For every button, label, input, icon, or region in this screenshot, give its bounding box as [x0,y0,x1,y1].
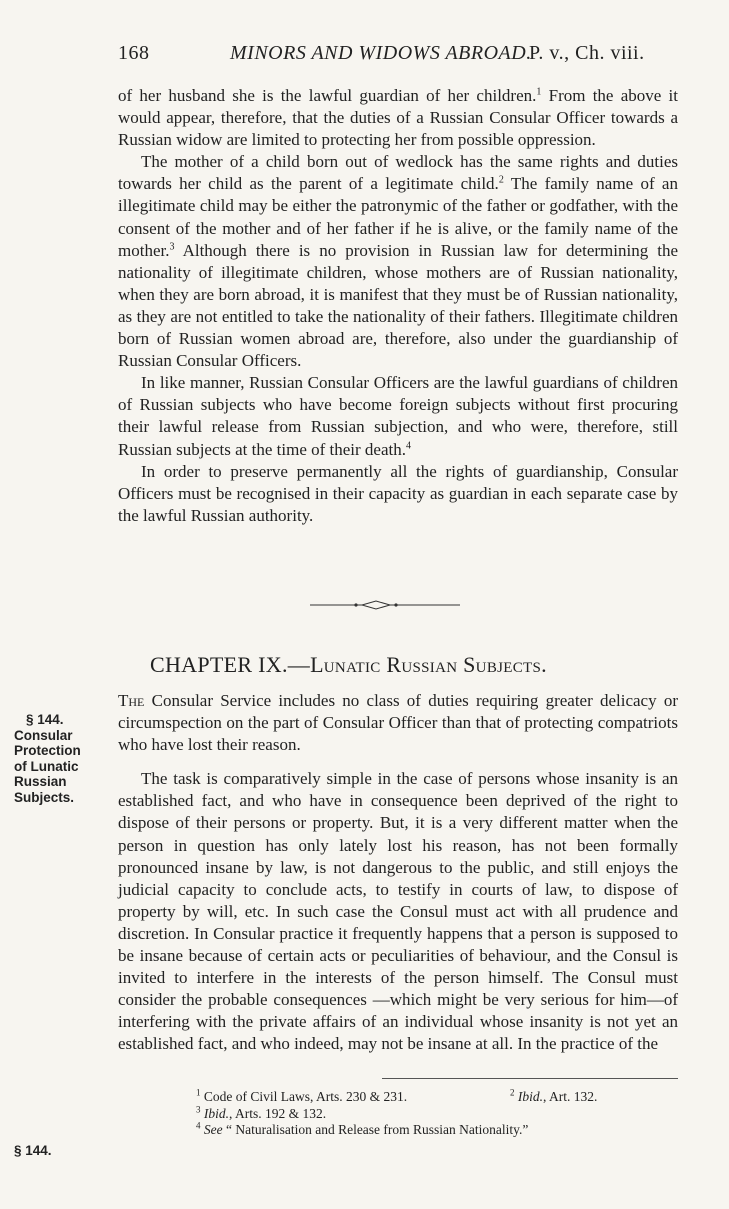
margin-note: § 144. Consular Protection of Lunatic Russian Subjects. [14,712,114,805]
section-number: § 144. [26,712,64,727]
paragraph: The task is comparatively simple in the case of persons whose insanity is an established fact, and who have in consequence been deprived of the right to dispose of their persons or property. But, it is a very different matter when the person in question has only lately lost his reason, has not been formally pronounced insane by law, is not dangerous to the public, and still enjoys the judicial capacity to conclude acts, to testify in courts of law, to dispose of property by will, etc. In such case the Consul must act with all prudence and discretion. In Consular practice it frequently happens that a person is supposed to be insane because of certain acts or peculiarities of behaviour, and the Consul is invited to interfere in the interests of the person himself. The Consul must consider the probable consequences —which might be very serious for him—of interfering with the private affairs of an individual whose insanity is not yet an established fact, and who indeed, may not be insane at all. In the practice of the [118,769,678,1054]
paragraph: In order to preserve permanently all the rights of guardianship, Consular Officers must be recognised in their capacity as guardian in each separate case by the lawful Russian authority. [118,461,678,525]
chapter-heading: CHAPTER IX.—Lunatic Russian Subjects. [150,652,547,677]
paragraph: The Consular Service includes no class of duties requiring greater delicacy or circumspection on the part of Consular Officer than that of protecting compatriots who have lost their reason. [118,691,678,755]
footnote-2: $^2$ Ibid., Art. 132. [510,1087,598,1104]
running-title: MINORS AND WIDOWS ABROAD. [230,42,532,64]
footnote-ref: 4 [406,439,411,451]
footnote-1: $^1$ Code of Civil Laws, Arts. 230 & 231. [196,1087,408,1104]
chapter-viii-text [118,85,678,527]
paragraph: In like manner, Russian Consular Officers are the lawful guardians of children of Russian subjects who have become foreign subjects without first procuring their lawful release from Russian subjection, and who were, therefore, still Russian subjects at the time of their death.$^4$ [118,373,678,459]
paragraph: The mother of a child born out of wedlock has the same rights and duties towards her child as the parent of a legitimate child.$^2$ The family name of an illegitimate child may be either the patronymic of the father or godfather, with the consent of the mother and of her father if he is alive, or the family name of the mother.$^3$ Although there is no provision in Russian law for determining the nationality of illegitimate children, whose mothers are of Russian nationality, when they are born abroad, it is manifest that they must be of Russian nationality, as they are not entitled to take the nationality of their fathers. Illegitimate children born of Russian women abroad are, therefore, also under the guardianship of Russian Consular Officers. [118,152,678,371]
footnote-ref: 2 [498,174,504,186]
chapter-ornament [310,598,460,612]
footnote-ref: 3 [169,241,175,252]
chapter-number: CHAPTER IX. [150,652,288,677]
catchword: § 144. [14,1143,52,1158]
footnote-4: $^4$ See “ Naturalisation and Release from Russian Nationality.” [196,1120,529,1137]
footnote-line [196,1089,676,1106]
chapter-title: Lunatic Russian Subjects. [310,652,547,677]
section-reference: P. v., Ch. viii. [529,42,645,64]
footnotes [196,1089,676,1139]
chapter-ix-text [118,690,678,1056]
footnote-rule [382,1078,678,1079]
paragraph: of her husband she is the lawful guardian of her children.$^1$ From the above it would appear, therefore, that the duties of a Russian Consular Officer towards a Russian widow are limited to protecting her from possible oppression. [118,86,678,150]
footnote-ref: 1 [536,86,542,98]
footnote-3: $^3$ Ibid., Arts. 192 & 132. [196,1104,327,1121]
page-number: 168 [118,42,150,64]
